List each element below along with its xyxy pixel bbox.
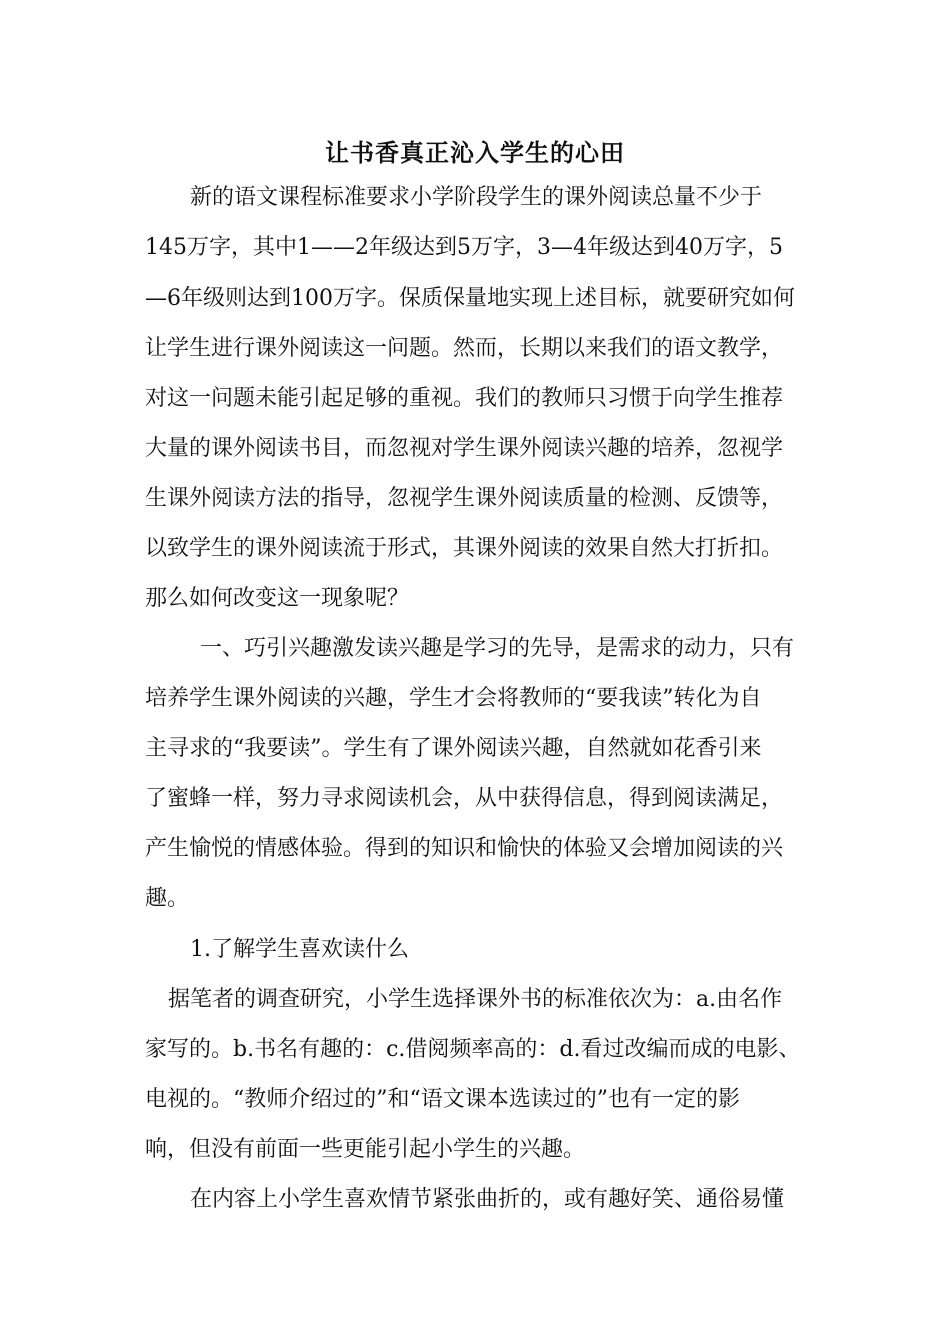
text-line: 在内容上小学生喜欢情节紧张曲折的，或有趣好笑、通俗易懂 (190, 1187, 785, 1212)
text-line: 电视的。“教师介绍过的”和“语文课本选读过的”也有一定的影 (145, 1087, 740, 1112)
text-line: 家写的。b.书名有趣的：c.借阅频率高的：d.看过改编而成的电影、 (145, 1037, 801, 1062)
text-line: 培养学生课外阅读的兴趣，学生才会将教师的“要我读”转化为自 (145, 686, 762, 711)
section-heading-line: 一、巧引兴趣激发读兴趣是学习的先导，是需求的动力，只有 (200, 636, 795, 661)
text-line: 以致学生的课外阅读流于形式，其课外阅读的效果自然大打折扣。 (145, 536, 784, 561)
text-line: 大量的课外阅读书目，而忽视对学生课外阅读兴趣的培养，忽视学 (145, 436, 784, 461)
text-line: 新的语文课程标准要求小学阶段学生的课外阅读总量不少于 (190, 185, 763, 210)
text-line: 产生愉悦的情感体验。得到的知识和愉快的体验又会增加阅读的兴 (145, 836, 784, 861)
text-line: 主寻求的“我要读”。学生有了课外阅读兴趣，自然就如花香引来 (145, 736, 762, 761)
text-line: 据笔者的调查研究，小学生选择课外书的标准依次为：a.由名作 (168, 987, 783, 1012)
text-line: 趣。 (145, 886, 190, 911)
text-line: 对这一问题未能引起足够的重视。我们的教师只习惯于向学生推荐 (145, 386, 784, 411)
text-line: —6年级则达到100万字。保质保量地实现上述目标，就要研究如何 (145, 286, 795, 311)
document-title: 让书香真正沁入学生的心田 (325, 139, 625, 167)
text-line: 那么如何改变这一现象呢？ (145, 586, 410, 611)
text-line: 145万字，其中1——2年级达到5万字，3—4年级达到40万字，5 (145, 235, 783, 260)
text-line: 生课外阅读方法的指导，忽视学生课外阅读质量的检测、反馈等， (145, 486, 784, 511)
text-line: 让学生进行课外阅读这一问题。然而，长期以来我们的语文教学， (145, 336, 784, 361)
text-line: 响，但没有前面一些更能引起小学生的兴趣。 (145, 1137, 586, 1162)
text-line: 了蜜蜂一样，努力寻求阅读机会，从中获得信息，得到阅读满足， (145, 786, 784, 811)
subsection-heading: 1.了解学生喜欢读什么 (190, 937, 409, 962)
